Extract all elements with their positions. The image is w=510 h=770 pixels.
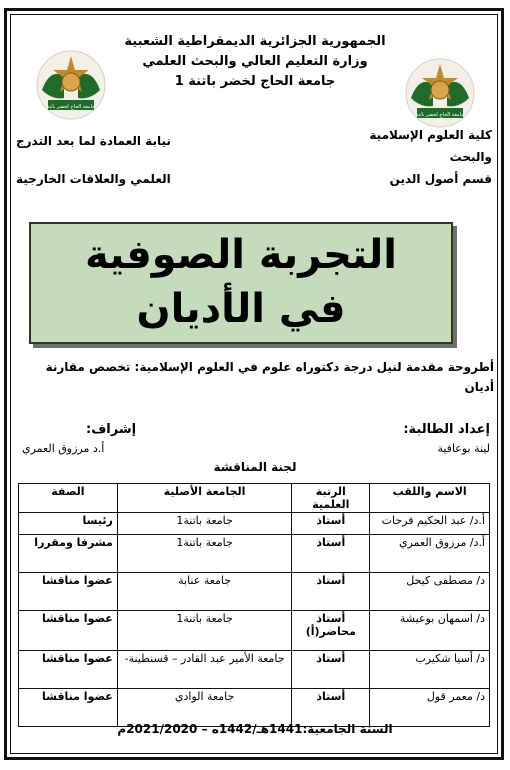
table-header-row <box>19 484 490 513</box>
member-name: د/ أسيا شكيرب <box>370 651 490 689</box>
member-university: جامعة باتنة1 <box>117 611 292 651</box>
member-university: جامعة باتنة1 <box>117 535 292 573</box>
academic-year: السنة الجامعية:1441هـ/1442ه – 2021/2020م <box>117 722 393 736</box>
committee-title: لجنة المناقشة <box>213 460 297 474</box>
member-university: جامعة الوادي <box>117 689 292 727</box>
member-rank: أستاذ <box>292 651 370 689</box>
republic-line: الجمهورية الجزائرية الديمقراطية الشعبية <box>124 34 386 49</box>
student-name: لينة بوعافية <box>437 442 490 455</box>
thesis-description: أطروحة مقدمة لنيل درجة دكتوراه علوم في العلوم الإسلامية: تخصص مقارنة <box>45 360 494 374</box>
member-university: جامعة الأمير عبد القادر – قسنطينة- <box>117 651 292 689</box>
table-row <box>19 651 490 689</box>
member-rank: أستاذ <box>292 535 370 573</box>
member-name: د/ مصطفى كيحل <box>370 573 490 611</box>
member-rank: أستاذ محاضر(أ) <box>292 611 370 651</box>
ministry-line: وزارة التعليم العالي والبحث العلمي <box>142 54 368 69</box>
vice-deanship-line2: العلمي والعلاقات الخارجية <box>16 172 171 186</box>
committee-table <box>18 483 490 727</box>
member-name: أ.د/ عبد الحكيم فرحات <box>370 513 490 535</box>
thesis-title-box <box>29 222 453 344</box>
supervision-label: إشراف: <box>86 422 137 437</box>
member-role: مشرفا ومقررا <box>19 535 118 573</box>
member-name: د/ اسمهان بوعيشة <box>370 611 490 651</box>
member-university: جامعة باتنة1 <box>117 513 292 535</box>
member-role: عضوا مناقشا <box>19 651 118 689</box>
prepared-by-label: إعداد الطالبة: <box>403 422 490 437</box>
supervisor-name: أ.د مرزوق العمري <box>22 442 105 455</box>
vice-deanship-line1: نيابة العمادة لما بعد التدرج <box>16 134 171 148</box>
thesis-description-cont: أديان <box>464 380 494 394</box>
thesis-title-line2: في الأديان <box>136 286 346 332</box>
logo-caption-left: جامعة الحاج لخضر باتنة <box>46 104 96 110</box>
member-role: عضوا مناقشا <box>19 689 118 727</box>
header-name: الاسم واللقب <box>370 484 490 513</box>
table-row <box>19 611 490 651</box>
member-rank: أستاذ <box>292 513 370 535</box>
university-logo-right <box>403 56 477 130</box>
table-row <box>19 689 490 727</box>
member-rank: أستاذ <box>292 573 370 611</box>
member-name: د/ معمر قول <box>370 689 490 727</box>
table-row <box>19 535 490 573</box>
table-row <box>19 573 490 611</box>
member-role: رئيسا <box>19 513 118 535</box>
member-role: عضوا مناقشا <box>19 573 118 611</box>
member-university: جامعة عنابة <box>117 573 292 611</box>
faculty-name-cont: والبحث <box>449 150 492 164</box>
member-name: أ.د/ مرزوق العمري <box>370 535 490 573</box>
header-rank: الرتبة العلمية <box>292 484 370 513</box>
university-logo-left <box>34 48 108 122</box>
university-line: جامعة الحاج لخضر باتنة 1 <box>174 74 336 89</box>
department-name: قسم أصول الدين <box>389 172 492 186</box>
member-role: عضوا مناقشا <box>19 611 118 651</box>
member-rank: أستاذ <box>292 689 370 727</box>
header-university: الجامعة الأصلية <box>117 484 292 513</box>
thesis-title-line1: التجربة الصوفية <box>85 232 397 278</box>
table-row <box>19 513 490 535</box>
faculty-name: كلية العلوم الإسلامية <box>369 128 492 142</box>
logo-caption-right: جامعة الحاج لخضر باتنة <box>415 112 465 118</box>
header-role: الصفة <box>19 484 118 513</box>
